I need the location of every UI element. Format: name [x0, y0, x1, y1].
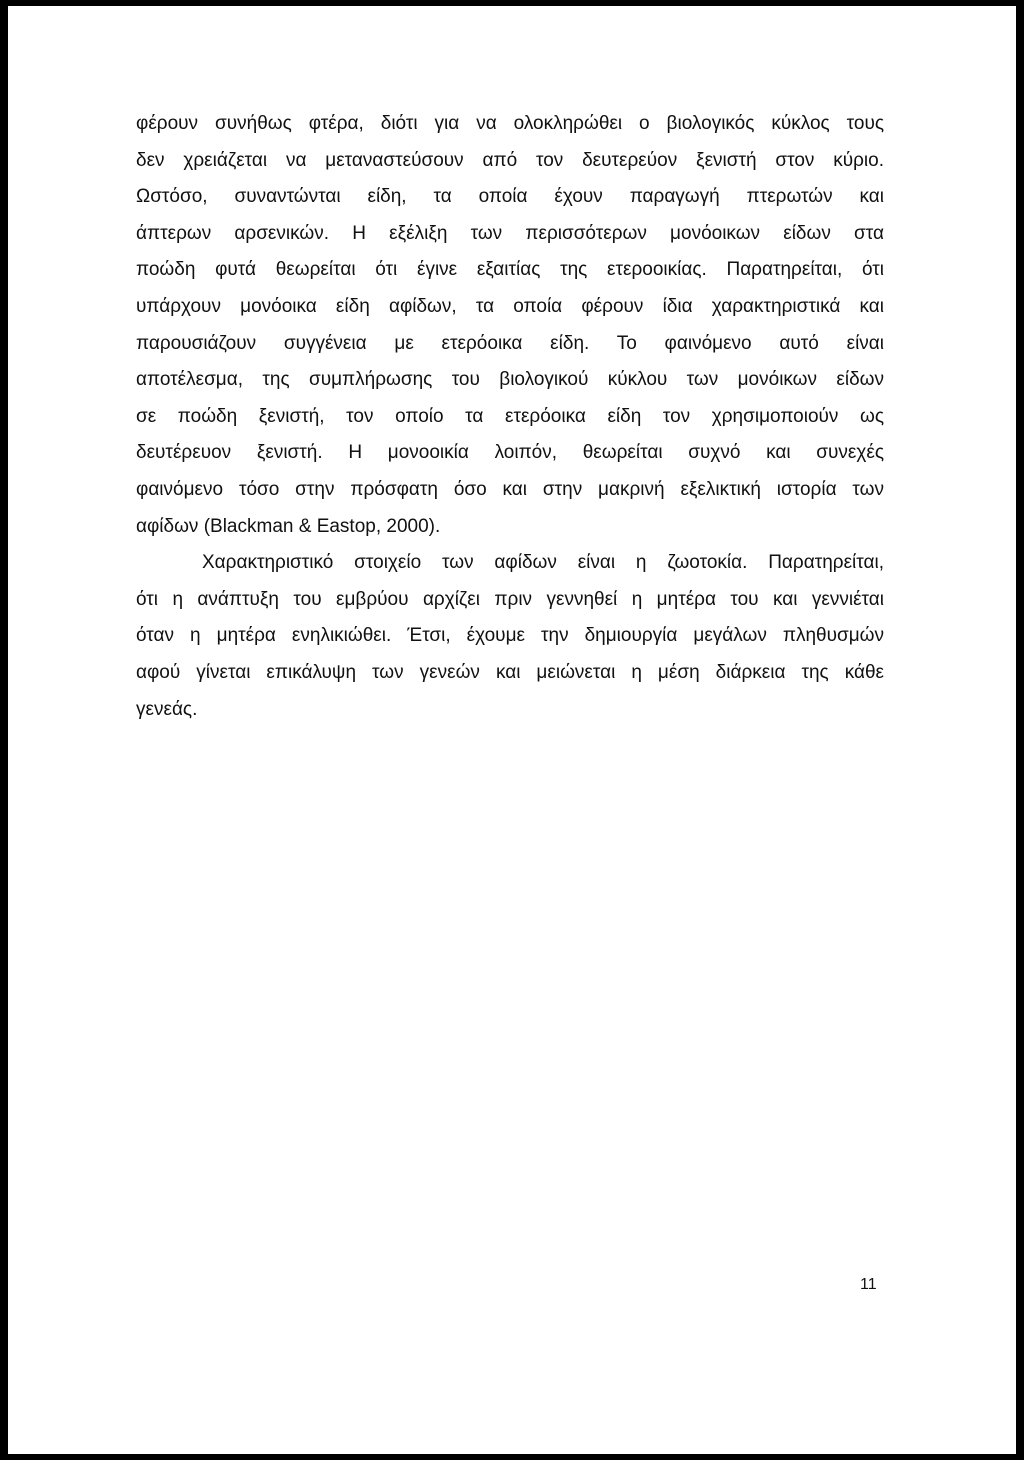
text-line: φαινόμενο τόσο στην πρόσφατη όσο και στην μακρινή εξελικτική ιστορία των — [136, 478, 884, 500]
text-line: όταν η μητέρα ενηλικιώθει. Έτσι, έχουμε την δημιουργία μεγάλων πληθυσμών — [136, 625, 884, 647]
text-line: αφίδων (Blackman & Eastop, 2000). — [136, 515, 441, 537]
page-number: 11 — [860, 1276, 877, 1293]
text-line: ότι η ανάπτυξη του εμβρύου αρχίζει πριν γεννηθεί η μητέρα του και γεννιέται — [136, 588, 884, 610]
text-line: δεν χρειάζεται να μεταναστεύσουν από τον δευτερεύον ξενιστή στον κύριο. — [136, 149, 884, 171]
text-line: ποώδη φυτά θεωρείται ότι έγινε εξαιτίας της ετεροοικίας. Παρατηρείται, ότι — [136, 259, 884, 281]
text-line: γενεάς. — [136, 698, 198, 720]
body-text — [136, 106, 884, 728]
text-line: αποτέλεσμα, της συμπλήρωσης του βιολογικού κύκλου των μονόικων είδων — [136, 369, 884, 391]
paragraph-1 — [136, 106, 884, 545]
document-page — [8, 6, 1016, 1454]
text-line: Ωστόσο, συναντώνται είδη, τα οποία έχουν παραγωγή πτερωτών και — [136, 186, 884, 208]
text-line: σε ποώδη ξενιστή, τον οποίο τα ετερόοικα είδη τον χρησιμοποιούν ως — [136, 405, 884, 427]
text-line: παρουσιάζουν συγγένεια με ετερόοικα είδη. Το φαινόμενο αυτό είναι — [136, 332, 884, 354]
text-line: δευτέρευον ξενιστή. Η μονοοικία λοιπόν, θεωρείται συχνό και συνεχές — [136, 442, 884, 464]
text-line: αφού γίνεται επικάλυψη των γενεών και μειώνεται η μέση διάρκεια της κάθε — [136, 661, 884, 683]
text-line: άπτερων αρσενικών. Η εξέλιξη των περισσότερων μονόοικων είδων στα — [136, 222, 884, 244]
text-line: υπάρχουν μονόοικα είδη αφίδων, τα οποία φέρουν ίδια χαρακτηριστικά και — [136, 295, 884, 317]
paragraph-2 — [136, 545, 884, 728]
text-line: Χαρακτηριστικό στοιχείο των αφίδων είναι η ζωοτοκία. Παρατηρείται, — [202, 552, 884, 574]
text-line: φέρουν συνήθως φτέρα, διότι για να ολοκληρώθει ο βιολογικός κύκλος τους — [136, 113, 884, 134]
